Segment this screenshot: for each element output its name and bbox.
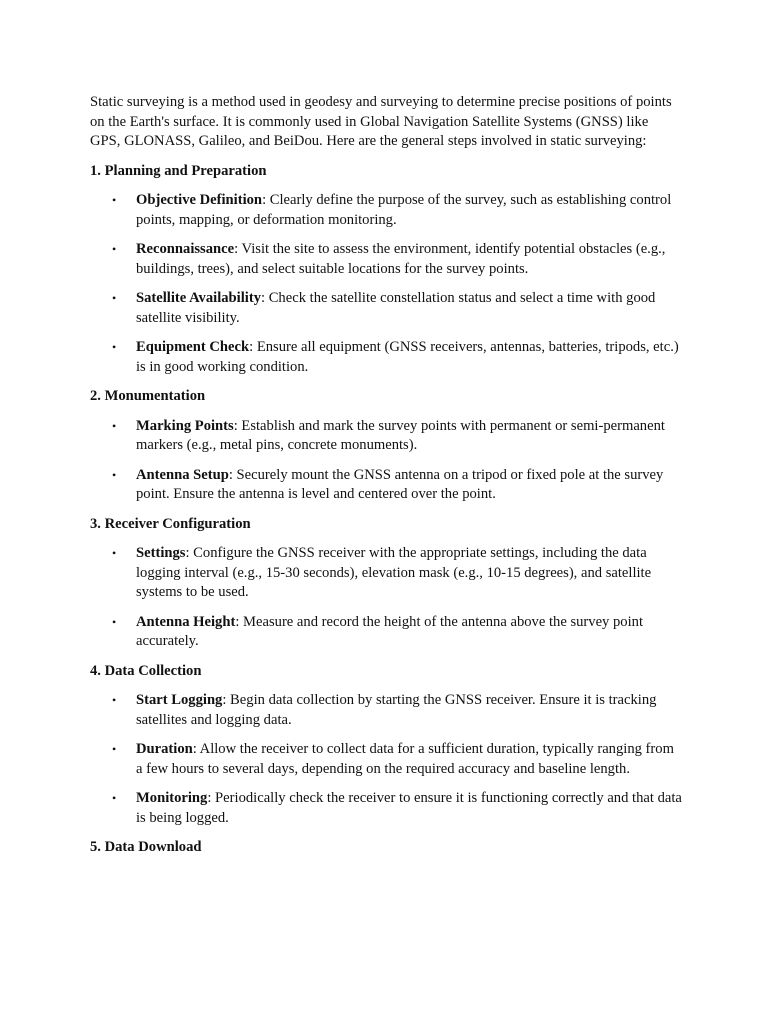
bullet-icon: • [112, 614, 117, 629]
bullet-icon: • [112, 291, 117, 305]
bullet-icon: • [112, 742, 117, 756]
list-item [90, 613, 682, 652]
sections-container [90, 162, 682, 858]
item-term: Reconnaissance [136, 241, 235, 257]
list-item [90, 544, 682, 603]
section-heading: 1. Planning and Preparation [90, 162, 267, 179]
section-heading: 3. Receiver Configuration [90, 515, 251, 532]
item-description: : Establish and mark the survey points with permanent or semi-permanent markers (e.g., metal pins, concrete monuments). [136, 417, 665, 453]
list-item [90, 191, 682, 230]
item-term: Equipment Check [136, 339, 250, 355]
item-description: : Measure and record the height of the antenna above the survey point accurately. [136, 613, 643, 649]
bullet-icon: • [112, 193, 117, 207]
item-term: Antenna Setup [136, 466, 229, 483]
list-item [90, 338, 682, 377]
bullet-icon: • [112, 242, 117, 256]
item-term: Monitoring [136, 790, 208, 806]
item-term: Start Logging [136, 692, 223, 708]
section-list [90, 544, 682, 652]
bullet-icon: • [112, 546, 117, 560]
bullet-icon: • [112, 791, 117, 805]
item-term: Settings [136, 545, 186, 561]
list-item [90, 289, 682, 328]
item-description: : Clearly define the purpose of the survey, such as establishing control points, mapping, or deformation monitoring. [136, 192, 672, 228]
item-term: Satellite Availability [136, 290, 261, 306]
item-description: : Visit the site to assess the environment, identify potential obstacles (e.g., buildings, trees), and select suitable locations for the survey points. [136, 241, 666, 277]
list-item [90, 417, 682, 456]
item-term: Objective Definition [136, 192, 263, 208]
section-heading: 4. Data Collection [90, 662, 202, 679]
item-description: : Configure the GNSS receiver with the appropriate settings, including the data logging interval (e.g., 15-30 seconds), elevation mask (e.g., 10-15 degrees), and satellite systems to be used. [136, 545, 652, 600]
section-list [90, 191, 682, 377]
bullet-icon: • [112, 467, 117, 482]
bullet-icon: • [112, 693, 117, 707]
item-description: : Check the satellite constellation status and select a time with good satellite visibility. [136, 290, 656, 326]
document-page [90, 93, 682, 868]
item-term: Marking Points [136, 417, 234, 434]
list-item [90, 691, 682, 730]
item-description: : Allow the receiver to collect data for a sufficient duration, typically ranging from a few hours to several days, depending on the required accuracy and baseline length. [136, 741, 674, 777]
item-description: : Begin data collection by starting the GNSS receiver. Ensure it is tracking satellites and logging data. [136, 692, 657, 728]
item-term: Duration [136, 741, 193, 757]
intro-paragraph: Static surveying is a method used in geodesy and surveying to determine precise positions of points on the Earth's surface. It is commonly used in Global Navigation Satellite Systems (GNSS) like GPS, GLONASS, Galileo, and BeiDou. Here are the general steps involved in static surveying: [90, 94, 672, 149]
list-item [90, 789, 682, 828]
item-description: : Ensure all equipment (GNSS receivers, antennas, batteries, tripods, etc.) is in good working condition. [136, 339, 679, 375]
section-list [90, 417, 682, 505]
section-heading: 5. Data Download [90, 839, 202, 855]
bullet-icon: • [112, 340, 117, 354]
section-heading: 2. Monumentation [90, 388, 206, 404]
list-item [90, 240, 682, 279]
list-item [90, 740, 682, 779]
bullet-icon: • [112, 418, 117, 433]
list-item [90, 466, 682, 505]
item-description: : Securely mount the GNSS antenna on a tripod or fixed pole at the survey point. Ensure the antenna is level and centered over the point. [136, 466, 664, 502]
item-term: Antenna Height [136, 613, 236, 630]
section-list [90, 691, 682, 828]
item-description: : Periodically check the receiver to ensure it is functioning correctly and that data is being logged. [136, 790, 682, 826]
